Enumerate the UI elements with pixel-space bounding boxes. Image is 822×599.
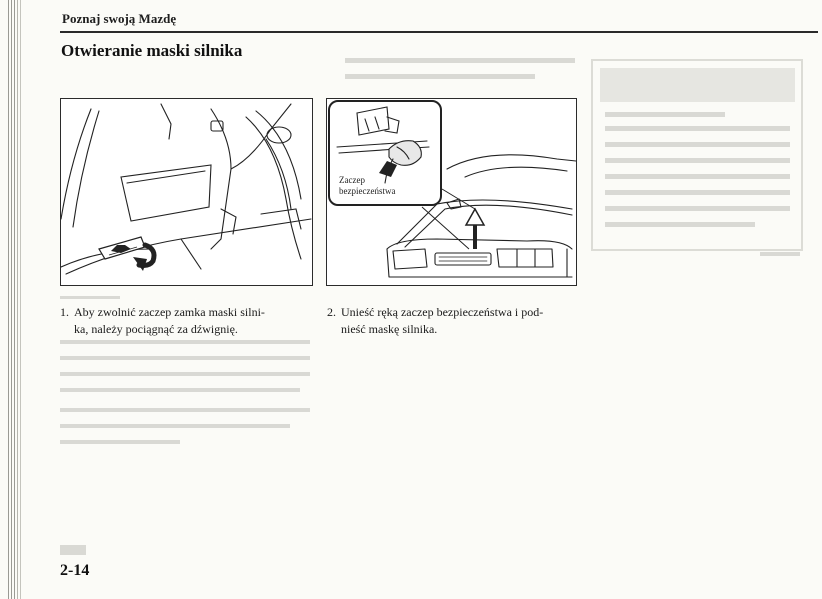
- step-2: [327, 304, 577, 338]
- step-1-number: 1.: [60, 305, 69, 319]
- arrow-up-icon: [466, 209, 484, 249]
- figure-safety-catch: [326, 98, 577, 286]
- header-title: Poznaj swoją Mazdę: [62, 11, 177, 26]
- safety-catch-label-line2: bezpieczeństwa: [339, 186, 396, 196]
- page-binding-edge: [0, 0, 30, 599]
- header-rule: [60, 31, 818, 33]
- dashboard-illustration: [61, 99, 312, 285]
- figure-hood-release-lever: [60, 98, 313, 286]
- step-1-text-line1: Aby zwolnić zaczep zamka maski silni-: [74, 305, 265, 319]
- page-number: 2-14: [60, 562, 90, 579]
- step-2-text-line1: Unieść ręką zaczep bezpieczeństwa i pod-: [341, 305, 544, 319]
- step-1: [60, 304, 316, 338]
- safety-catch-label-line1: Zaczep: [339, 175, 365, 185]
- step-1-text-line2: ka, należy pociągnąć za dźwignię.: [74, 322, 238, 336]
- hood-release-icon: [99, 237, 145, 259]
- section-title: Otwieranie maski silnika: [61, 41, 243, 60]
- step-2-number: 2.: [327, 305, 336, 319]
- step-2-text-line2: nieść maskę silnika.: [341, 322, 438, 336]
